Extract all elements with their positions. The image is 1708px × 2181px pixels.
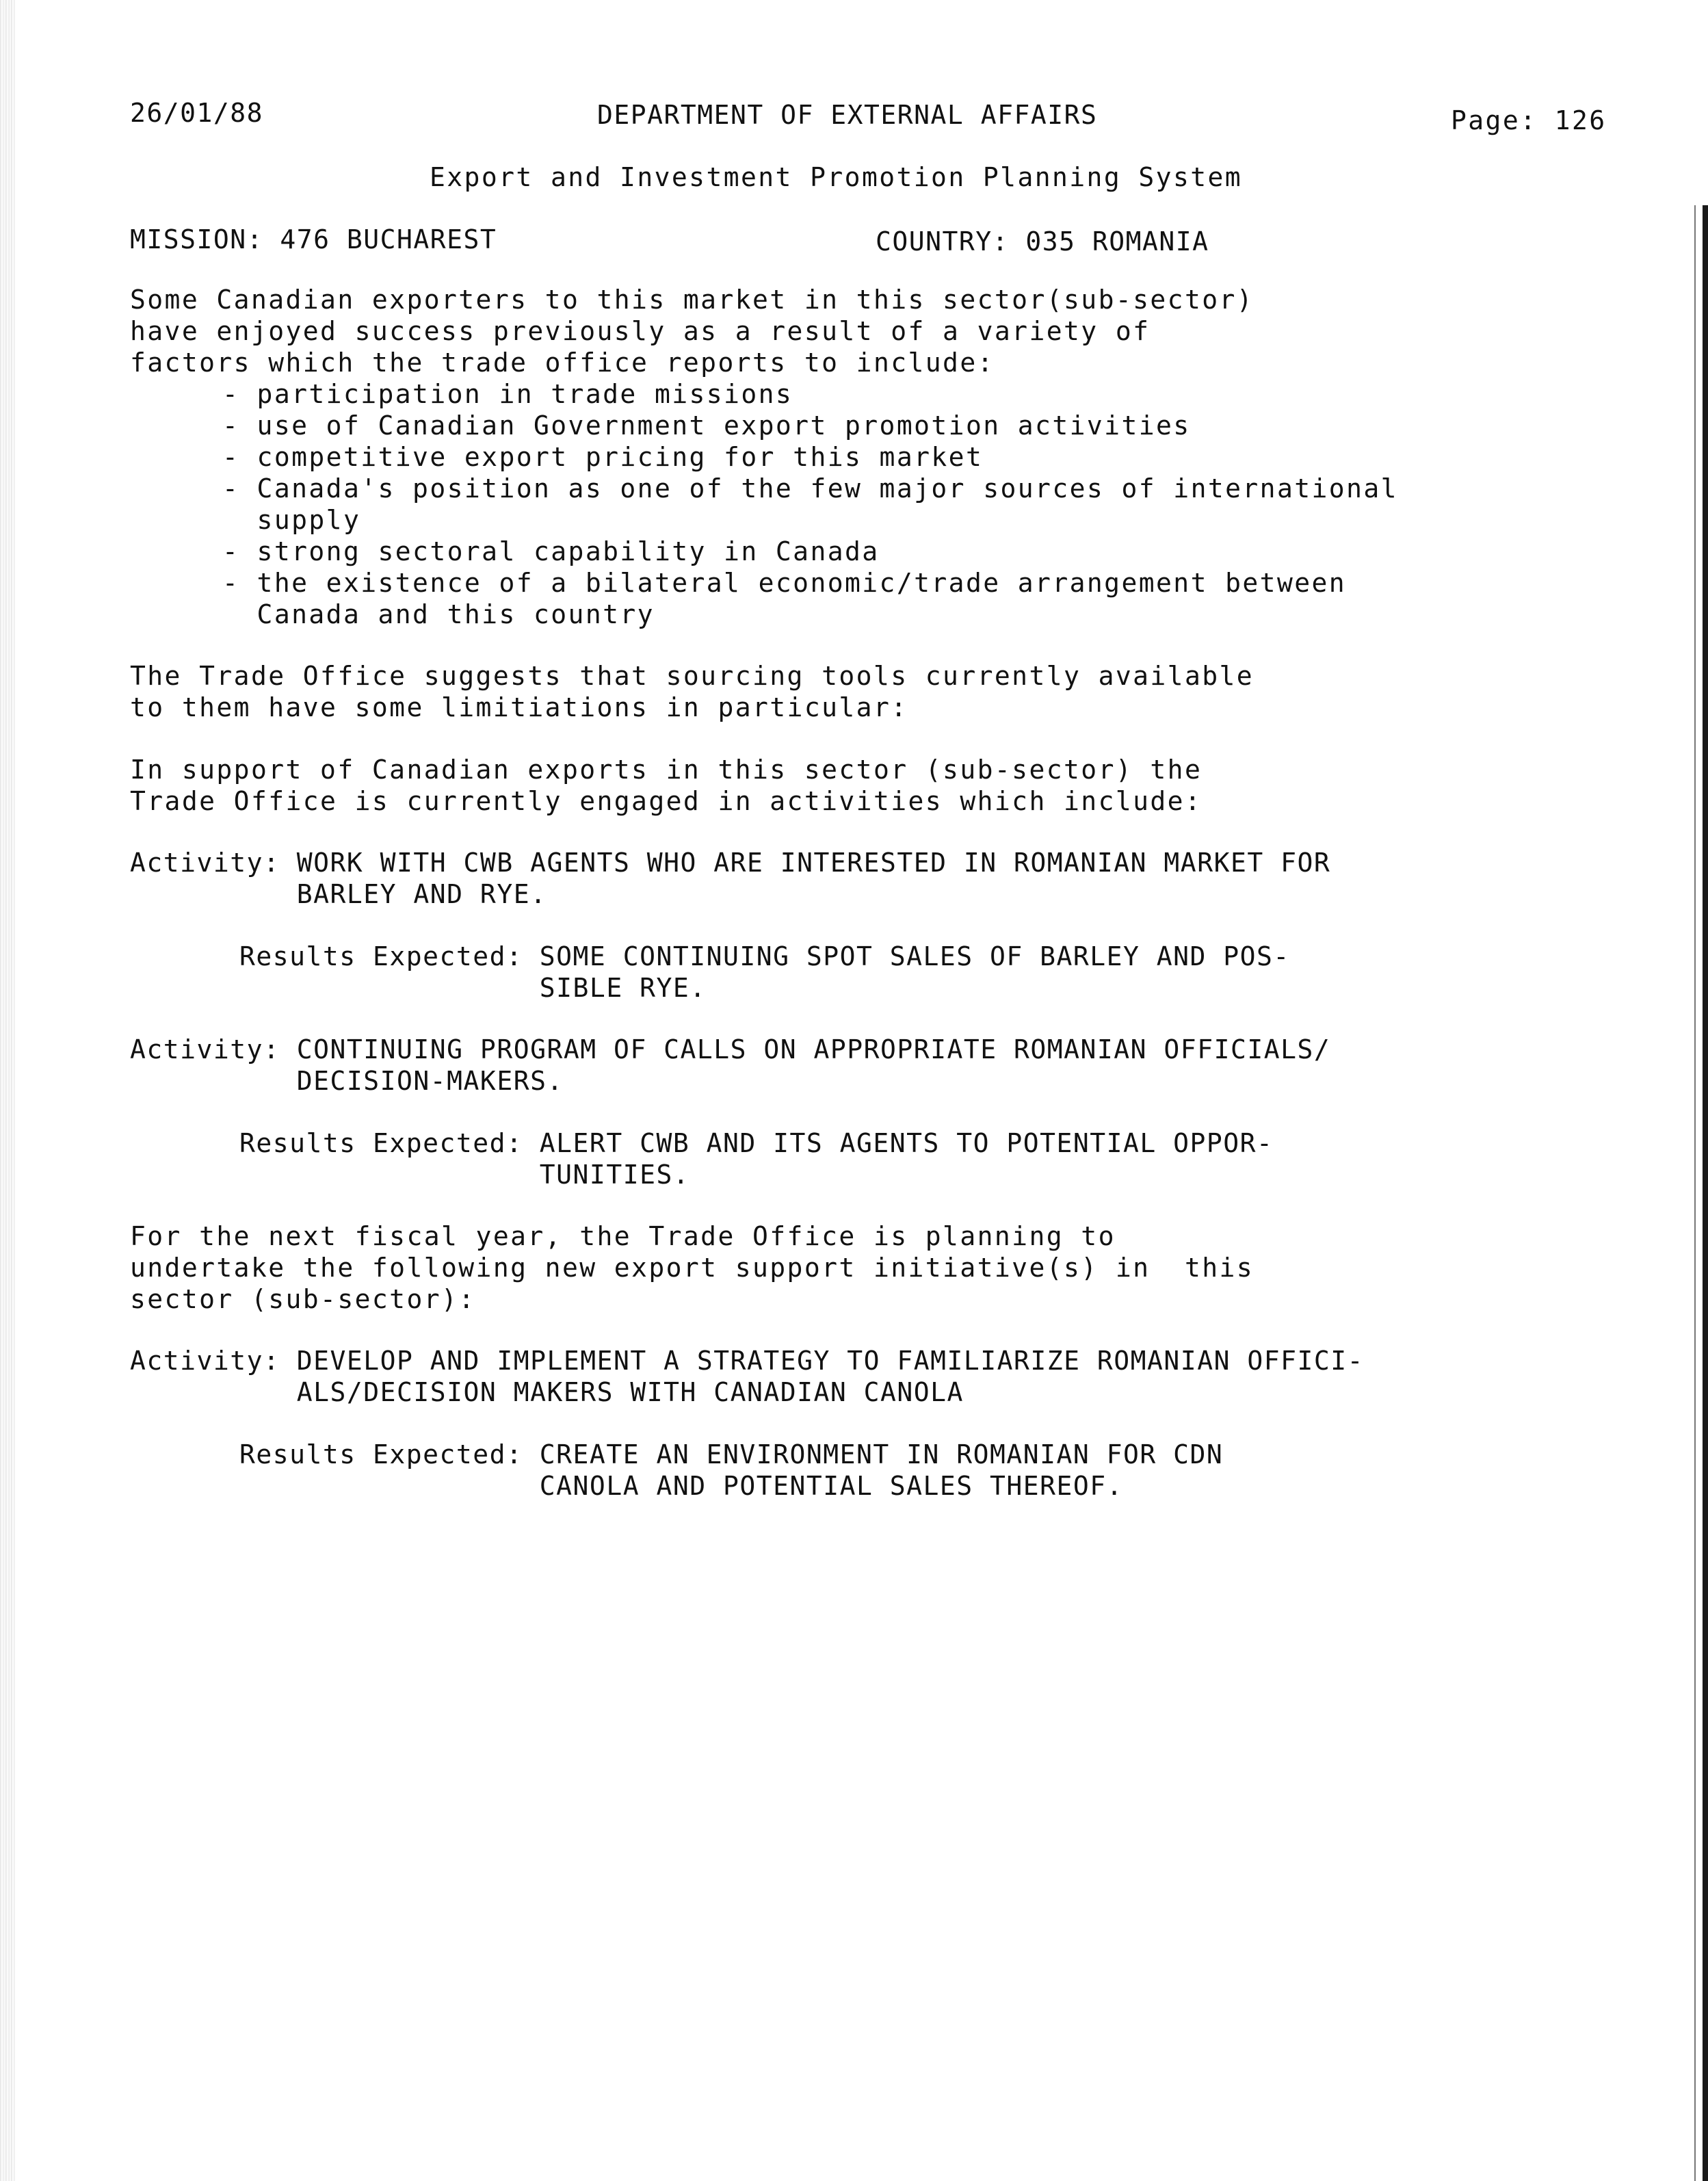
success-factor-item: - Canada's position as one of the few major sources of international (222, 473, 1398, 504)
intro-line: Some Canadian exporters to this market in this sector(sub-sector) (130, 285, 1254, 315)
scan-edge-right (1703, 205, 1708, 2181)
new-activity-line: Activity: DEVELOP AND IMPLEMENT A STRATEGY TO FAMILIARIZE ROMANIAN OFFICI- (130, 1346, 1364, 1376)
system-title: Export and Investment Promotion Planning System (430, 162, 1243, 192)
scan-edge-left (0, 0, 15, 2181)
report-date: 26/01/88 (130, 98, 264, 128)
results-expected-line: SIBLE RYE. (239, 973, 707, 1003)
success-factor-item: - the existence of a bilateral economic/trade arrangement between (222, 568, 1347, 598)
scan-edge-right-line (1694, 205, 1696, 2181)
success-factor-continuation: supply (222, 505, 361, 535)
results-expected-line: Results Expected: SOME CONTINUING SPOT SALES OF BARLEY AND POS- (239, 941, 1290, 971)
new-activity-line: ALS/DECISION MAKERS WITH CANADIAN CANOLA (130, 1377, 964, 1407)
activity-line: BARLEY AND RYE. (130, 879, 547, 909)
page-number: Page: 126 (1451, 105, 1607, 135)
intro-line: have enjoyed success previously as a result of a variety of (130, 316, 1151, 346)
success-factor-item: - competitive export pricing for this market (222, 442, 984, 472)
support-line: In support of Canadian exports in this sector (sub-sector) the (130, 755, 1203, 785)
support-line: Trade Office is currently engaged in activities which include: (130, 786, 1203, 816)
mission-label: MISSION: 476 BUCHAREST (130, 224, 497, 254)
intro-line: factors which the trade office reports to include: (130, 348, 995, 378)
success-factor-item: - participation in trade missions (222, 379, 793, 409)
next-year-line: sector (sub-sector): (130, 1284, 476, 1314)
activity-line: Activity: WORK WITH CWB AGENTS WHO ARE INTERESTED IN ROMANIAN MARKET FOR (130, 848, 1331, 878)
sourcing-line: The Trade Office suggests that sourcing tools currently available (130, 661, 1254, 691)
success-factor-continuation: Canada and this country (222, 599, 655, 629)
results-expected-line: TUNITIES. (239, 1160, 690, 1190)
results-expected-line: Results Expected: ALERT CWB AND ITS AGENTS TO POTENTIAL OPPOR- (239, 1128, 1274, 1158)
next-year-line: undertake the following new export support initiative(s) in this (130, 1253, 1254, 1283)
activity-line: Activity: CONTINUING PROGRAM OF CALLS ON APPROPRIATE ROMANIAN OFFICIALS/ (130, 1034, 1331, 1065)
activity-line: DECISION-MAKERS. (130, 1066, 564, 1096)
results-expected-line: Results Expected: CREATE AN ENVIRONMENT IN ROMANIAN FOR CDN (239, 1439, 1224, 1470)
department-title: DEPARTMENT OF EXTERNAL AFFAIRS (597, 100, 1098, 130)
results-expected-line: CANOLA AND POTENTIAL SALES THEREOF. (239, 1471, 1124, 1501)
sourcing-line: to them have some limitiations in particular: (130, 692, 908, 722)
success-factor-item: - strong sectoral capability in Canada (222, 536, 880, 566)
country-label: COUNTRY: 035 ROMANIA (876, 226, 1209, 257)
next-year-line: For the next fiscal year, the Trade Office is planning to (130, 1221, 1116, 1251)
success-factor-item: - use of Canadian Government export promotion activities (222, 410, 1191, 441)
